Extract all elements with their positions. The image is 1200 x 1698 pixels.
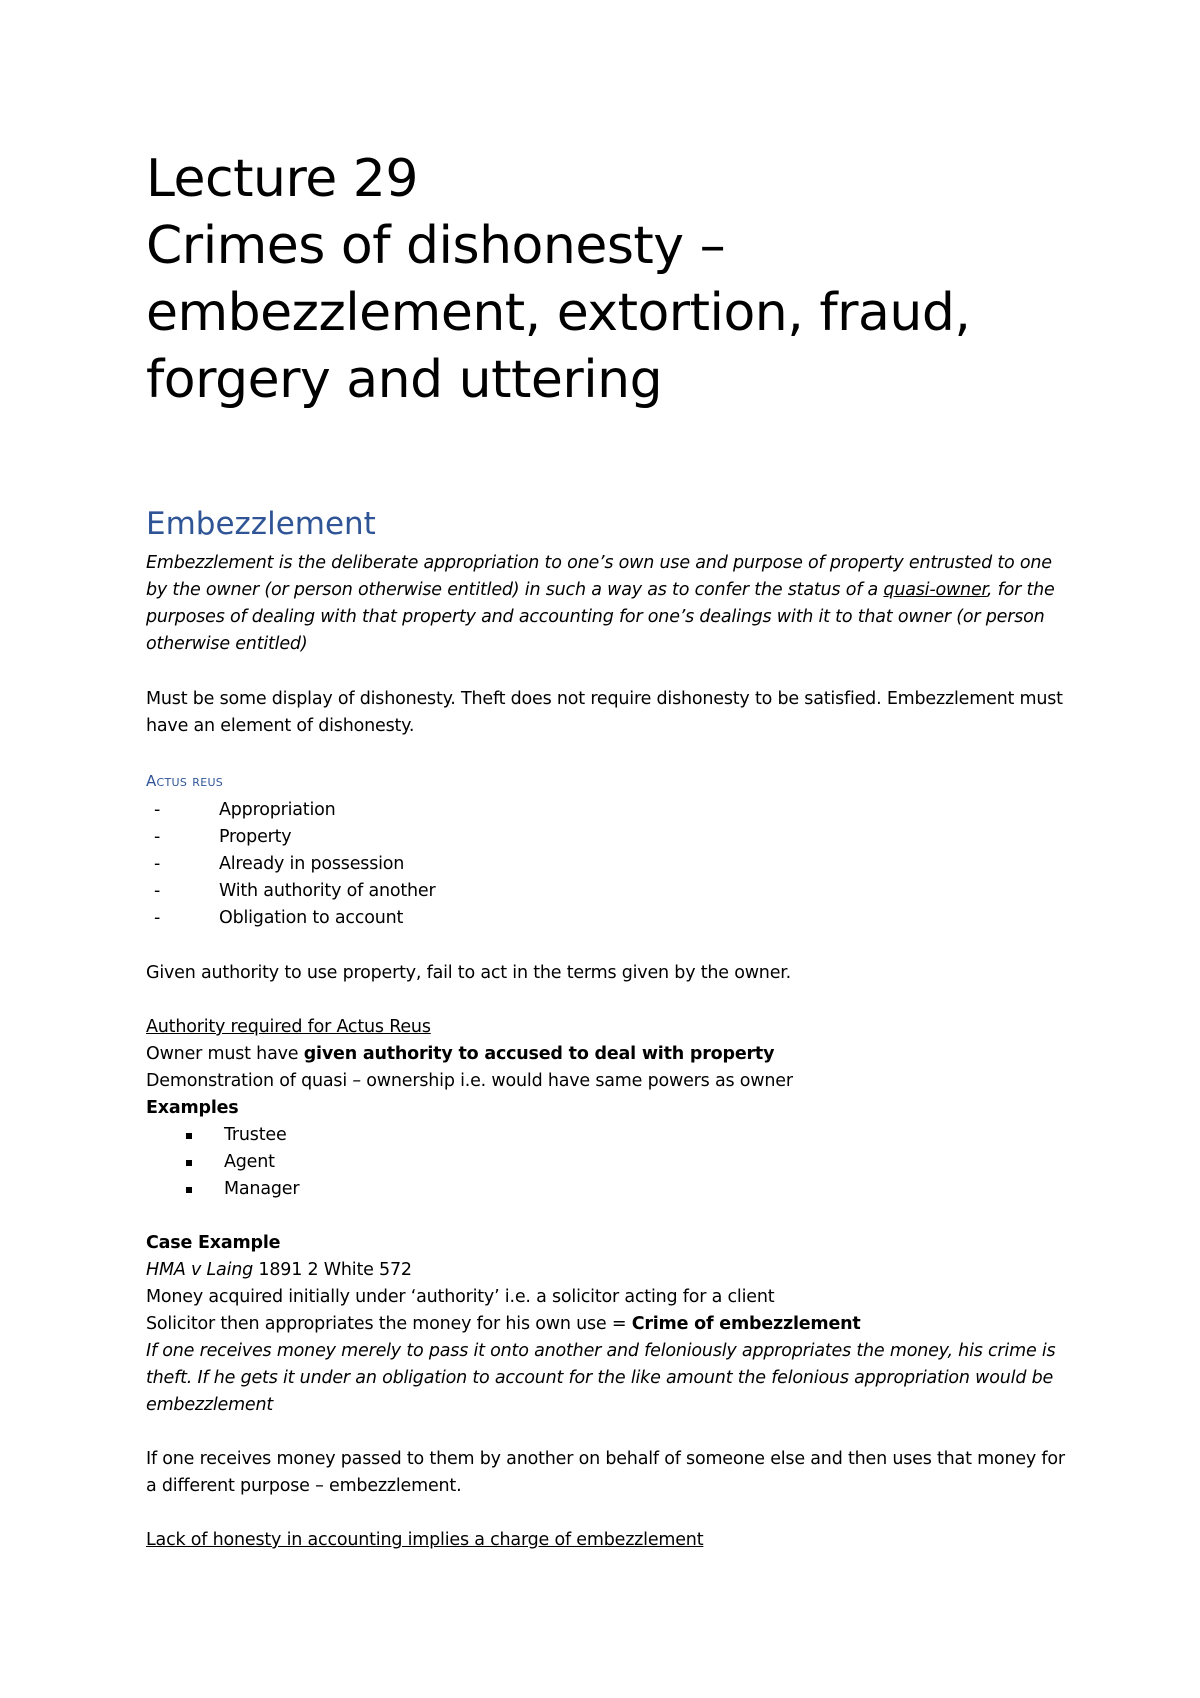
case-citation [146, 1257, 1076, 1284]
section-heading-embezzlement: Embezzlement [146, 506, 376, 542]
case-example-heading: Case Example [146, 1233, 281, 1253]
examples-list [146, 1122, 1076, 1203]
case-quote: If one receives money merely to pass it onto another and feloniously appropriates the money, his crime is theft. If he gets it under an obligation to account for the like amount the felonious appropriation would be embezzlement [146, 1341, 1056, 1415]
title-line: Lecture 29 [146, 149, 418, 209]
case-line1: Money acquired initially under ‘authority’ i.e. a solicitor acting for a client [146, 1287, 775, 1307]
definition-quasi-owner: quasi-owner [883, 580, 987, 600]
list-item: - Already in possession [146, 851, 1076, 878]
list-item: - Obligation to account [146, 905, 1076, 932]
square-bullet-icon [186, 1160, 192, 1166]
actus-reus-list [146, 797, 1076, 932]
authority-line1-bold: given authority to accused to deal with property [303, 1044, 775, 1064]
square-bullet-icon [186, 1187, 192, 1193]
document-title [146, 146, 970, 414]
honesty-note: Lack of honesty in accounting implies a charge of embezzlement [146, 1530, 704, 1550]
title-line: forgery and uttering [146, 350, 663, 410]
list-item: - With authority of another [146, 878, 1076, 905]
title-line: Crimes of dishonesty – [146, 216, 726, 276]
passed-money-note: If one receives money passed to them by another on behalf of someone else and then uses that money for a different purpose – embezzlement. [146, 1449, 1065, 1496]
actus-reus-heading: Actus reus [146, 772, 224, 790]
list-item [146, 1176, 1076, 1203]
authority-note: Given authority to use property, fail to act in the terms given by the owner. [146, 963, 792, 983]
dishonesty-note: Must be some display of dishonesty. Theft does not require dishonesty to be satisfied. Embezzlement must have an element of dishonesty. [146, 689, 1063, 736]
list-item-label: Trustee [224, 1125, 287, 1145]
case-line2-bold: Crime of embezzlement [631, 1314, 861, 1334]
authority-line1 [146, 1041, 1076, 1068]
examples-heading: Examples [146, 1098, 239, 1118]
list-item-label: Manager [224, 1179, 300, 1199]
list-item: - Appropriation [146, 797, 1076, 824]
definition-part1: Embezzlement is the deliberate appropriation to one’s own use and purpose of property entrusted to one by the owner (or person otherwise entitled) in such a way as to confer the status of a [146, 553, 1052, 600]
case-name: HMA v Laing [146, 1260, 254, 1280]
square-bullet-icon [186, 1133, 192, 1139]
list-item-label: Agent [224, 1152, 275, 1172]
definition-part2: , for the purposes of dealing with that property and accounting for one’s dealings with it to that owner (or person otherwise entitled) [146, 580, 1055, 654]
case-reference: 1891 2 White 572 [253, 1260, 412, 1280]
authority-heading: Authority required for Actus Reus [146, 1017, 431, 1037]
case-line2-prefix: Solicitor then appropriates the money for his own use = [146, 1314, 632, 1334]
case-line2 [146, 1311, 1076, 1338]
title-line: embezzlement, extortion, fraud, [146, 283, 971, 343]
authority-line2: Demonstration of quasi – ownership i.e. would have same powers as owner [146, 1071, 793, 1091]
list-item [146, 1149, 1076, 1176]
list-item [146, 1122, 1076, 1149]
embezzlement-definition [146, 550, 1076, 658]
list-item: - Property [146, 824, 1076, 851]
authority-line1-prefix: Owner must have [146, 1044, 304, 1064]
